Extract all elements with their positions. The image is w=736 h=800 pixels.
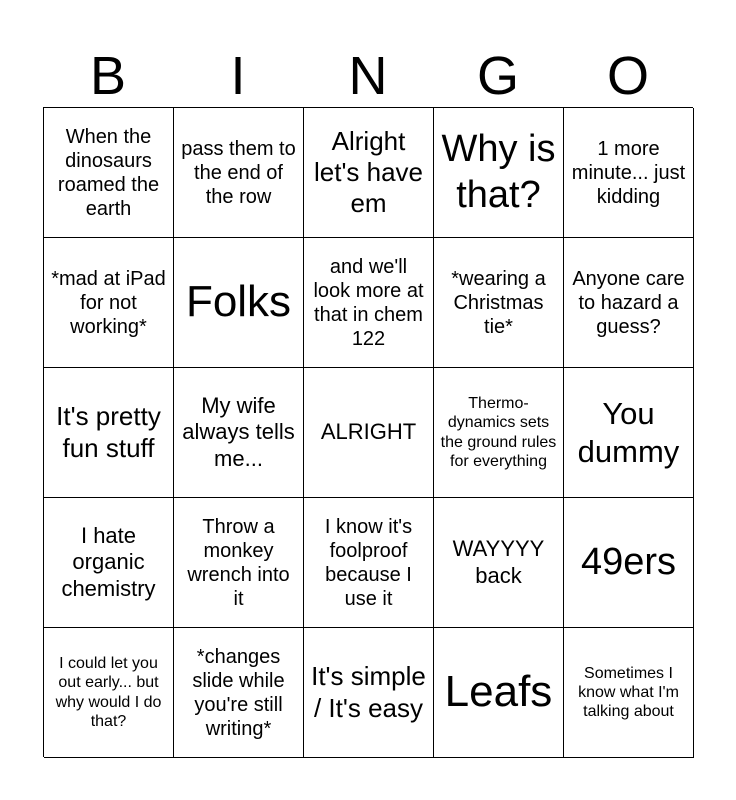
cell-text: 1 more minute... just kidding — [571, 137, 686, 208]
bingo-cell-r5-c1[interactable] — [44, 628, 174, 758]
cell-text: Throw a monkey wrench into it — [187, 515, 290, 610]
bingo-cell-r5-c3[interactable] — [304, 628, 434, 758]
cell-text: Alright let's have em — [313, 125, 424, 219]
bingo-cell-r2-c4[interactable] — [434, 238, 564, 368]
bingo-cell-r3-c2[interactable] — [174, 368, 304, 498]
cell-text: When the dinosaurs roamed the earth — [57, 125, 160, 220]
bingo-cell-r3-c1[interactable] — [44, 368, 174, 498]
cell-text: pass them to the end of the row — [181, 137, 296, 208]
cell-text: *wearing a Christmas tie* — [451, 267, 546, 338]
bingo-cell-r2-c3[interactable] — [304, 238, 434, 368]
bingo-cell-r1-c2[interactable] — [174, 108, 304, 238]
bingo-header — [43, 44, 693, 108]
bingo-board — [43, 107, 693, 757]
bingo-cell-r4-c3[interactable] — [304, 498, 434, 628]
cell-text: I could let you out early... but why would I do that? — [55, 655, 162, 730]
cell-text: Sometimes I know what I'm talking about — [578, 664, 679, 721]
cell-text: I know it's foolproof because I use it — [324, 515, 413, 610]
bingo-cell-r4-c1[interactable] — [44, 498, 174, 628]
bingo-cell-r1-c4[interactable] — [434, 108, 564, 238]
cell-text: My wife always tells me... — [182, 392, 295, 471]
bingo-cell-r3-c4[interactable] — [434, 368, 564, 498]
bingo-cell-r2-c1[interactable] — [44, 238, 174, 368]
cell-text: Leafs — [444, 667, 553, 717]
cell-text: *mad at iPad for not working* — [51, 267, 166, 338]
cell-text: Thermo-dynamics sets the ground rules for everything — [440, 395, 557, 470]
bingo-cell-r1-c3[interactable] — [304, 108, 434, 238]
bingo-cell-r3-c3[interactable] — [304, 368, 434, 498]
bingo-cell-r2-c5[interactable] — [564, 238, 694, 368]
header-letter-b: B — [89, 46, 127, 106]
cell-text: ALRIGHT — [320, 419, 417, 445]
header-letter-i: I — [230, 46, 246, 106]
bingo-cell-r4-c2[interactable] — [174, 498, 304, 628]
bingo-cell-r3-c5[interactable] — [564, 368, 694, 498]
cell-text: It's simple / It's easy — [311, 661, 426, 723]
header-letter-n: N — [348, 46, 388, 106]
cell-text: It's pretty fun stuff — [56, 401, 161, 463]
cell-text: WAYYYY back — [452, 536, 545, 588]
cell-text: Folks — [185, 277, 292, 327]
header-letter-g: G — [476, 46, 519, 106]
bingo-cell-r1-c5[interactable] — [564, 108, 694, 238]
bingo-cell-r4-c4[interactable] — [434, 498, 564, 628]
cell-text: You dummy — [577, 396, 680, 469]
bingo-cell-r5-c5[interactable] — [564, 628, 694, 758]
bingo-cell-r5-c2[interactable] — [174, 628, 304, 758]
cell-text: *changes slide while you're still writing* — [192, 645, 285, 740]
cell-text: and we'll look more at that in chem 122 — [313, 255, 424, 350]
bingo-cell-r1-c1[interactable] — [44, 108, 174, 238]
header-letter-o: O — [606, 46, 649, 106]
bingo-cell-r4-c5[interactable] — [564, 498, 694, 628]
cell-text: I hate organic chemistry — [61, 522, 156, 601]
cell-text: Why is that? — [441, 127, 556, 216]
cell-text: 49ers — [580, 540, 677, 583]
bingo-cell-r5-c4[interactable] — [434, 628, 564, 758]
cell-text: Anyone care to hazard a guess? — [572, 267, 685, 338]
bingo-cell-r2-c2[interactable] — [174, 238, 304, 368]
